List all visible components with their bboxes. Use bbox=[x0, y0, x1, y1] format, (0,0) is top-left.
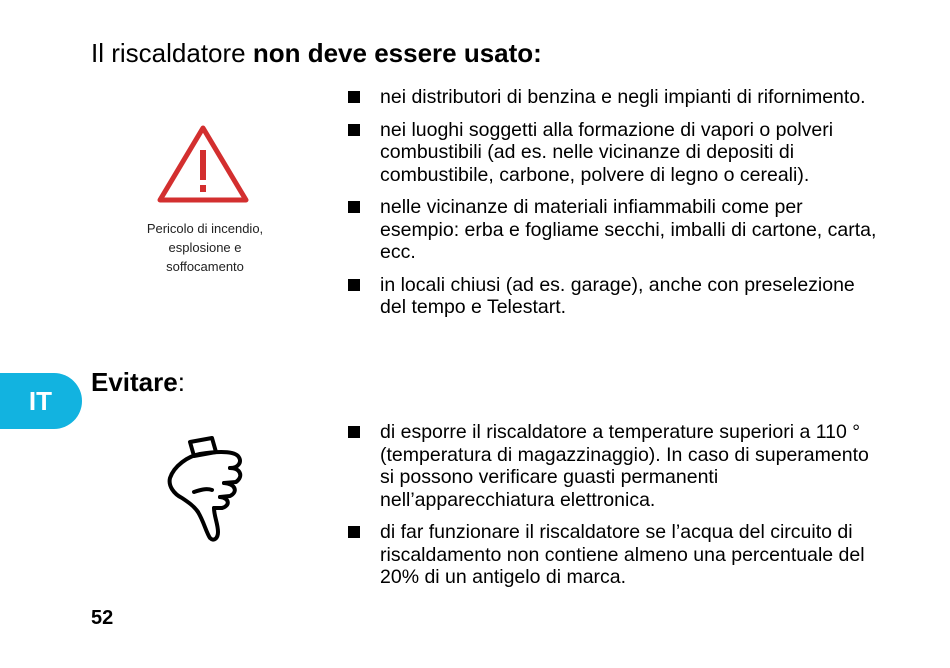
language-tab: IT bbox=[0, 373, 82, 429]
hazard-caption-line: Pericolo di incendio, bbox=[146, 221, 264, 236]
list-item-text: di far funzionare il riscaldatore se l’acqua del circuito di riscaldamento non contiene almeno una percentuale del 20% di un antigelo di marca. bbox=[380, 521, 865, 588]
list-item bbox=[348, 421, 878, 511]
page-number: 52 bbox=[91, 607, 114, 629]
thumbs-down-icon bbox=[160, 432, 250, 544]
bullet-square-icon bbox=[348, 279, 360, 291]
list-item-text: nei distributori di benzina e negli impianti di rifornimento. bbox=[380, 86, 866, 108]
section-heading bbox=[91, 38, 542, 68]
list-item bbox=[348, 521, 878, 589]
list-item-text: nelle vicinanze di materiali infiammabili come per esempio: erba e fogliame secchi, imballi di cartone, carta, ecc. bbox=[380, 196, 877, 263]
avoid-list bbox=[348, 421, 878, 599]
list-item-text: nei luoghi soggetti alla formazione di vapori o polveri combustibili (ad es. nelle vicinanze di depositi di combustibile, carbone, polvere di legno o cereali). bbox=[380, 118, 834, 186]
hazard-caption-line: soffocamento bbox=[166, 259, 244, 274]
bullet-square-icon bbox=[348, 426, 360, 438]
hazard-caption-line: esplosione e bbox=[168, 240, 242, 255]
list-item bbox=[348, 274, 878, 319]
avoid-colon: : bbox=[177, 367, 185, 397]
list-item-text: di esporre il riscaldatore a temperature superiori a 110 ° (temperatura di magazzinaggio). In caso di superamento si possono verificare guasti permanenti nell’apparecchiatura elettronica. bbox=[380, 421, 869, 511]
bullet-square-icon bbox=[348, 124, 360, 136]
bullet-square-icon bbox=[348, 91, 360, 103]
not-allowed-list bbox=[348, 86, 878, 329]
warning-triangle-icon bbox=[155, 122, 251, 206]
list-item bbox=[348, 196, 878, 264]
list-item bbox=[348, 119, 878, 187]
hazard-caption bbox=[112, 219, 298, 276]
avoid-heading bbox=[91, 367, 185, 397]
heading-prefix: Il riscaldatore bbox=[91, 38, 253, 68]
list-item bbox=[348, 86, 878, 109]
bullet-square-icon bbox=[348, 526, 360, 538]
list-item-text: in locali chiusi (ad es. garage), anche con preselezione del tempo e Telestart. bbox=[380, 273, 855, 318]
avoid-title: Evitare bbox=[91, 367, 178, 397]
bullet-square-icon bbox=[348, 201, 360, 213]
heading-emphasis: non deve essere usato: bbox=[252, 38, 542, 68]
